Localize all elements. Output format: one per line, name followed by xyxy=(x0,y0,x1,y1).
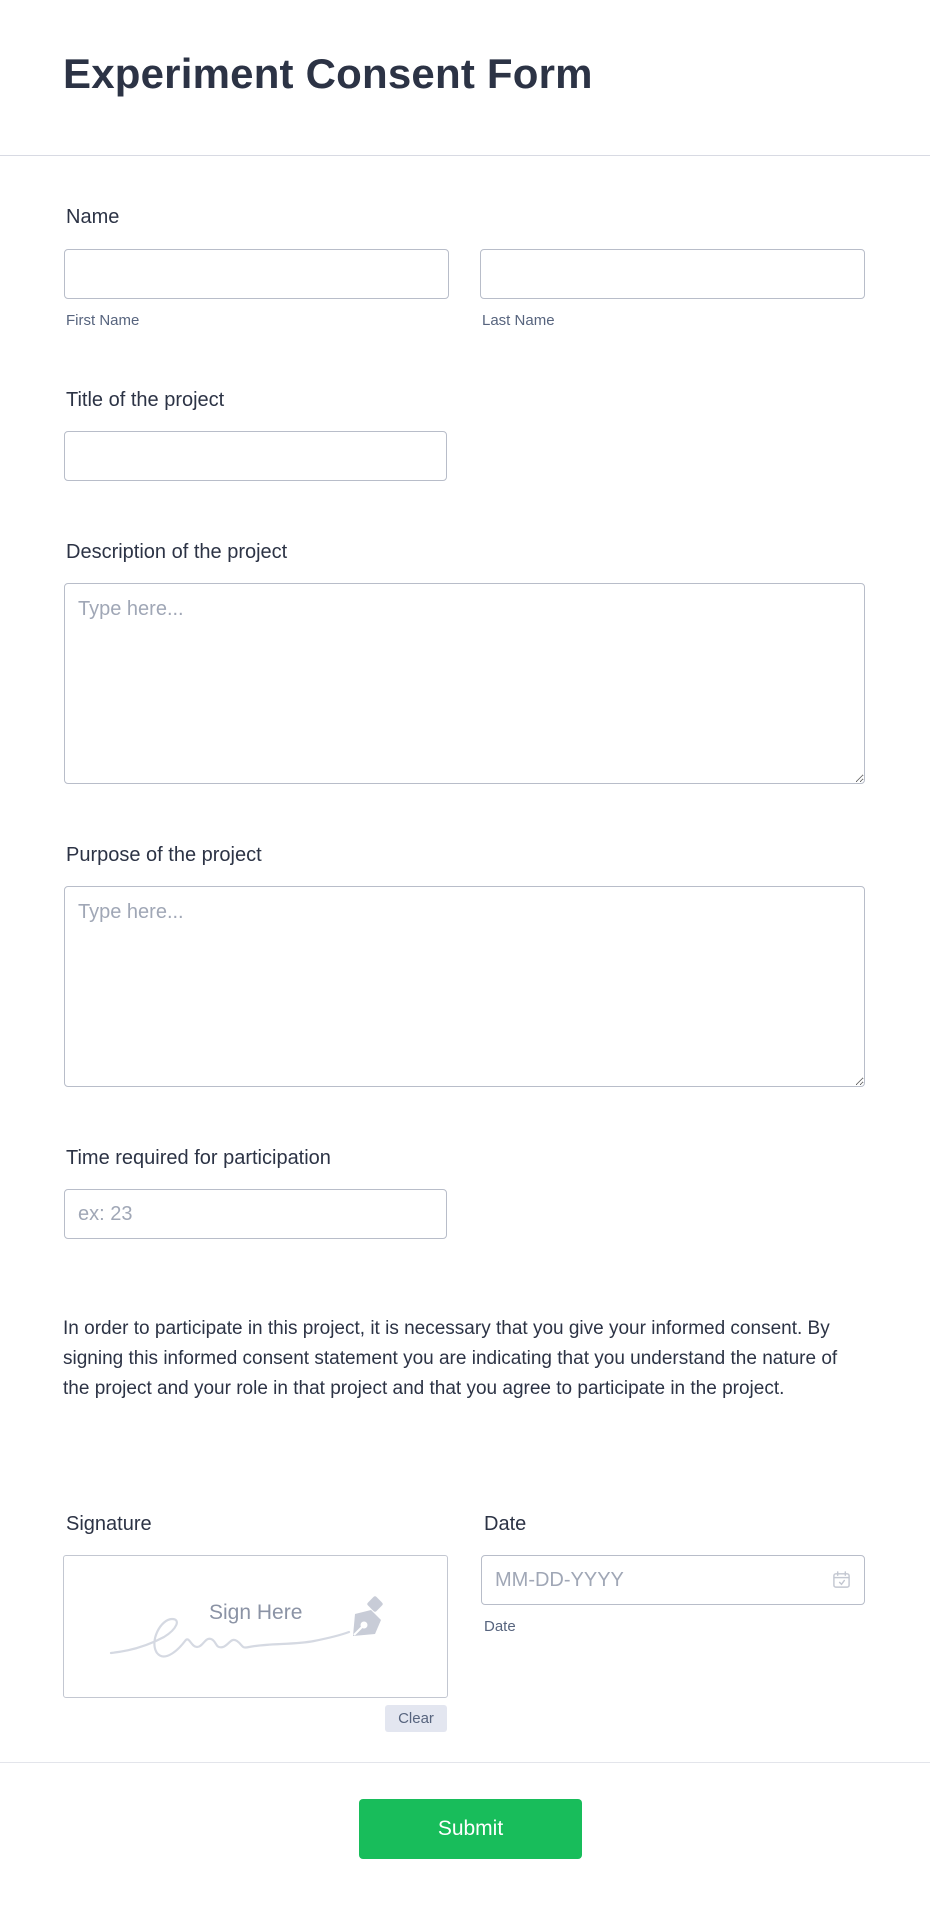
form-header xyxy=(0,0,930,156)
project-title-input[interactable] xyxy=(64,431,447,481)
date-sublabel: Date xyxy=(484,1618,516,1635)
first-name-input[interactable] xyxy=(64,249,449,299)
submit-button[interactable]: Submit xyxy=(359,1799,582,1859)
consent-statement: In order to participate in this project, it is necessary that you give your informed consent. By signing this informed consent statement you are indicating that you understand the nature of the project and your role in that project and that you agree to participate in the project. xyxy=(63,1318,838,1399)
name-label: Name xyxy=(66,206,120,228)
last-name-sublabel: Last Name xyxy=(482,312,555,329)
description-textarea[interactable] xyxy=(64,583,865,784)
description-label: Description of the project xyxy=(66,541,288,563)
time-required-input[interactable] xyxy=(64,1189,447,1239)
clear-signature-button[interactable]: Clear xyxy=(385,1705,447,1732)
signature-pad[interactable] xyxy=(63,1555,448,1698)
form-title: Experiment Consent Form xyxy=(63,50,593,97)
project-title-label: Title of the project xyxy=(66,389,225,411)
date-label: Date xyxy=(484,1513,527,1535)
purpose-textarea[interactable] xyxy=(64,886,865,1087)
first-name-sublabel: First Name xyxy=(66,312,140,329)
pen-nib-icon xyxy=(347,1596,393,1642)
calendar-icon[interactable] xyxy=(832,1570,851,1589)
purpose-label: Purpose of the project xyxy=(66,844,262,866)
date-input[interactable] xyxy=(481,1555,865,1605)
last-name-input[interactable] xyxy=(480,249,865,299)
time-required-label: Time required for participation xyxy=(66,1147,331,1169)
sign-here-hint: Sign Here xyxy=(209,1601,303,1624)
signature-label: Signature xyxy=(66,1513,152,1535)
footer-divider xyxy=(0,1762,930,1763)
date-field xyxy=(481,1555,865,1605)
